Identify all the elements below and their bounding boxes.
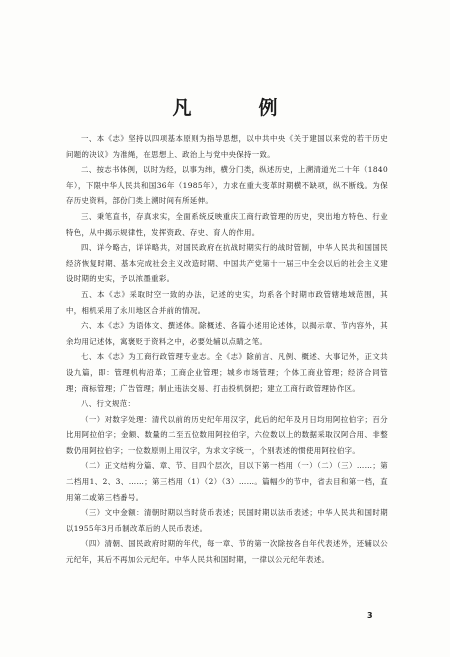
paragraph-3: 三、秉笔直书，存真求实，全面系统反映重庆工商行政管理的历史，突出地方特色、行业特色，从中揭示规律性，发挥资政、存史、育人的作用。 [66, 211, 388, 237]
paragraph-10: （二）正文结构分篇、章、节、目四个层次，目以下第一档用（一）（二）（三）……；第二档用1、2、3、……；第三档用（1）（2）（3）……。篇幅少的节中，省去目和第一档，直用第二或第三档番号。 [66, 461, 388, 502]
page-title: 凡 例 [172, 97, 302, 119]
paragraph-12: （四）清朝、国民政府时期的年代，每一章、节的第一次除按各自年代表述外，还辅以公元纪年，其后不再加公元纪年。中华人民共和国时期，一律以公元纪年表述。 [66, 539, 388, 565]
paragraph-6: 六、本《志》为语体文、撰述体。除概述、各篇小述用论述体，以揭示章、节内容外，其余均用记述体，寓褒贬于资料之中，必要处辅以点睛之笔。 [66, 321, 388, 346]
paragraph-1: 一、本《志》坚持以四项基本原则为指导思想，以中共中央《关于建国以来党的若干历史问题的决议》为准绳，在思想上、政治上与党中央保持一致。 [66, 134, 388, 159]
paragraph-5: 五、本《志》采取时空一致的办法，记述的史实，均系各个时期市政管辖地域范围，其中，相机采用了永川地区合并前的情况。 [66, 289, 388, 315]
document-body [66, 131, 388, 568]
paragraph-2: 二、按志书体例，以时为经，以事为纬，横分门类，纵述历史，上溯清道光二十年（1840年），下限中华人民共和国36年（1985年），力求在重大变革时期横不缺项，纵不断线。为保存历史资料，部份门类上溯时间有所延伸。 [66, 165, 388, 206]
paragraph-8: 八、行文规范： [81, 399, 136, 409]
paragraph-7: 七、本《志》为工商行政管理专业志。全《志》除前言、凡例、概述、大事记外，正文共设九篇，即：管理机构沿革；工商企业管理；城乡市场管理；个体工商业管理；经济合同管理；商标管理；广告管理；制止违法交易、打击投机倒把；建立工商行政管理协作区。 [66, 352, 388, 393]
paragraph-4: 四、详今略古，详详略共，对国民政府在抗战时期实行的战时管制，中华人民共和国国民经济恢复时期、基本完成社会主义改造时期、中国共产党第十一届三中全会以后的社会主义建设时期的史实，予以浓墨重彩。 [66, 243, 388, 284]
paragraph-11: （三）文中金额：清朝时期以当时货币表述；民国时期以法币表述；中华人民共和国时期以1955年3月币制改革后的人民币表述。 [66, 508, 388, 533]
page-number: 3 [367, 611, 373, 620]
paragraph-9: （一）对数字处理：清代以前的历史纪年用汉字，此后的纪年及月日均用阿拉伯字；百分比用阿拉伯字；金额、数量的二至五位数用阿拉伯字，六位数以上的数据采取汉阿合用、非整数仍用阿拉伯字；一位数原则上用汉字，为求文字统一，个别表述的惯使用阿拉伯字。 [66, 414, 388, 455]
